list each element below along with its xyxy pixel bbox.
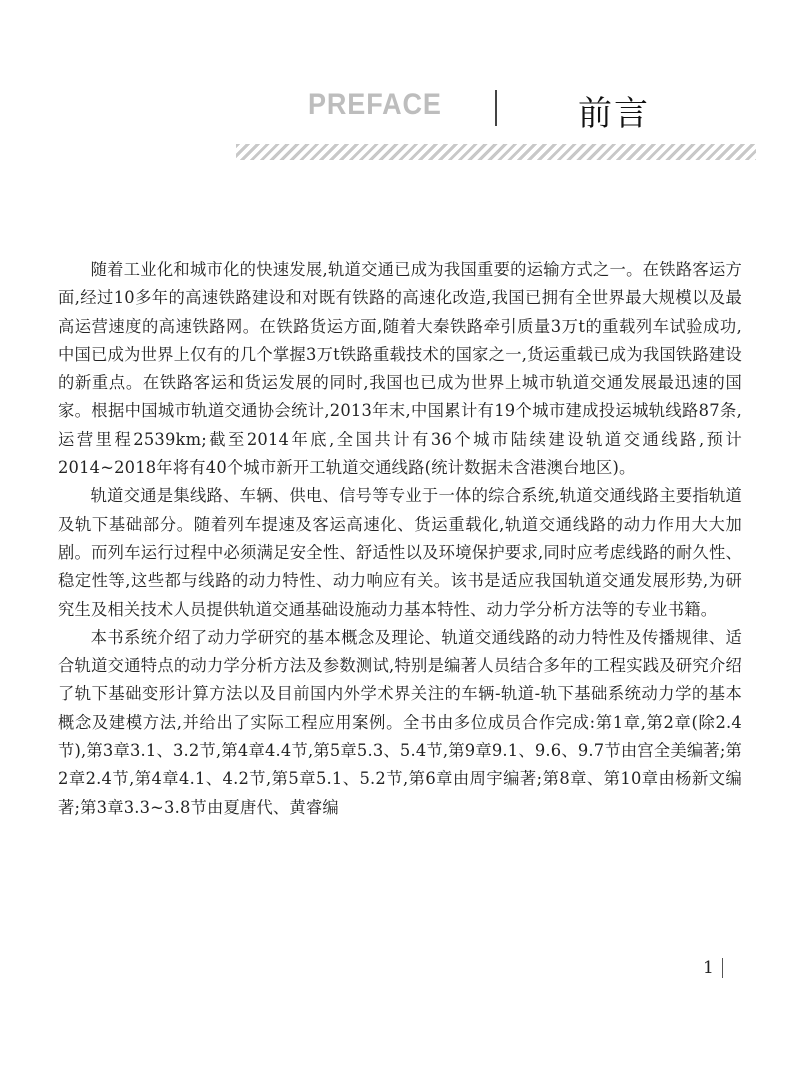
preface-heading: PREFACE [308, 88, 442, 121]
paragraph-1: 随着工业化和城市化的快速发展,轨道交通已成为我国重要的运输方式之一。在铁路客运方面,经过10多年的高速铁路建设和对既有铁路的高速化改造,我国已拥有全世界最大规模以及最高运营速度的高速铁路网。在铁路货运方面,随着大秦铁路牵引质量3万t的重载列车试验成功,中国已成为世界上仅有的几个掌握3万t铁路重载技术的国家之一,货运重载已成为我国铁路建设的新重点。在铁路客运和货运发展的同时,我国也已成为世界上城市轨道交通发展最迅速的国家。根据中国城市轨道交通协会统计,2013年末,中国累计有19个城市建成投运城轨线路87条,运营里程2539km;截至2014年底,全国共计有36个城市陆续建设轨道交通线路,预计2014~2018年将有40个城市新开工轨道交通线路(统计数据未含港澳台地区)。 [58, 260, 742, 478]
paragraph-2: 轨道交通是集线路、车辆、供电、信号等专业于一体的综合系统,轨道交通线路主要指轨道及轨下基础部分。随着列车提速及客运高速化、货运重载化,轨道交通线路的动力作用大大加剧。而列车运行过程中必须满足安全性、舒适性以及环境保护要求,同时应考虑线路的耐久性、稳定性等,这些都与线路的动力特性、动力响应有关。该书是适应我国轨道交通发展形势,为研究生及相关技术人员提供轨道交通基础设施动力基本特性、动力学分析方法等的专业书籍。 [58, 486, 742, 619]
paragraph-3: 本书系统介绍了动力学研究的基本概念及理论、轨道交通线路的动力特性及传播规律、适合轨道交通特点的动力学分析方法及参数测试,特别是编著人员结合多年的工程实践及研究介绍了轨下基础变形计算方法以及目前国内外学术界关注的车辆-轨道-轨下基础系统动力学的基本概念及建模方法,并给出了实际工程应用案例。全书由多位成员合作完成:第1章,第2章(除2.4节),第3章3.1、3.2节,第4章4.4节,第5章5.3、5.4节,第9章9.1、9.6、9.7节由宫全美编著;第2章2.4节,第4章4.1、4.2节,第5章5.1、5.2节,第6章由周宇编著;第8章、第10章由杨新文编著;第3章3.3~3.8节由夏唐代、黄睿编 [58, 627, 742, 817]
body-text [58, 256, 742, 822]
page-number: 1 [703, 958, 714, 978]
page-header [0, 0, 790, 170]
header-divider [495, 90, 497, 126]
page-number-bar [722, 958, 723, 978]
page-title: 前言 [578, 94, 650, 134]
decorative-hatch-bar [236, 144, 756, 160]
